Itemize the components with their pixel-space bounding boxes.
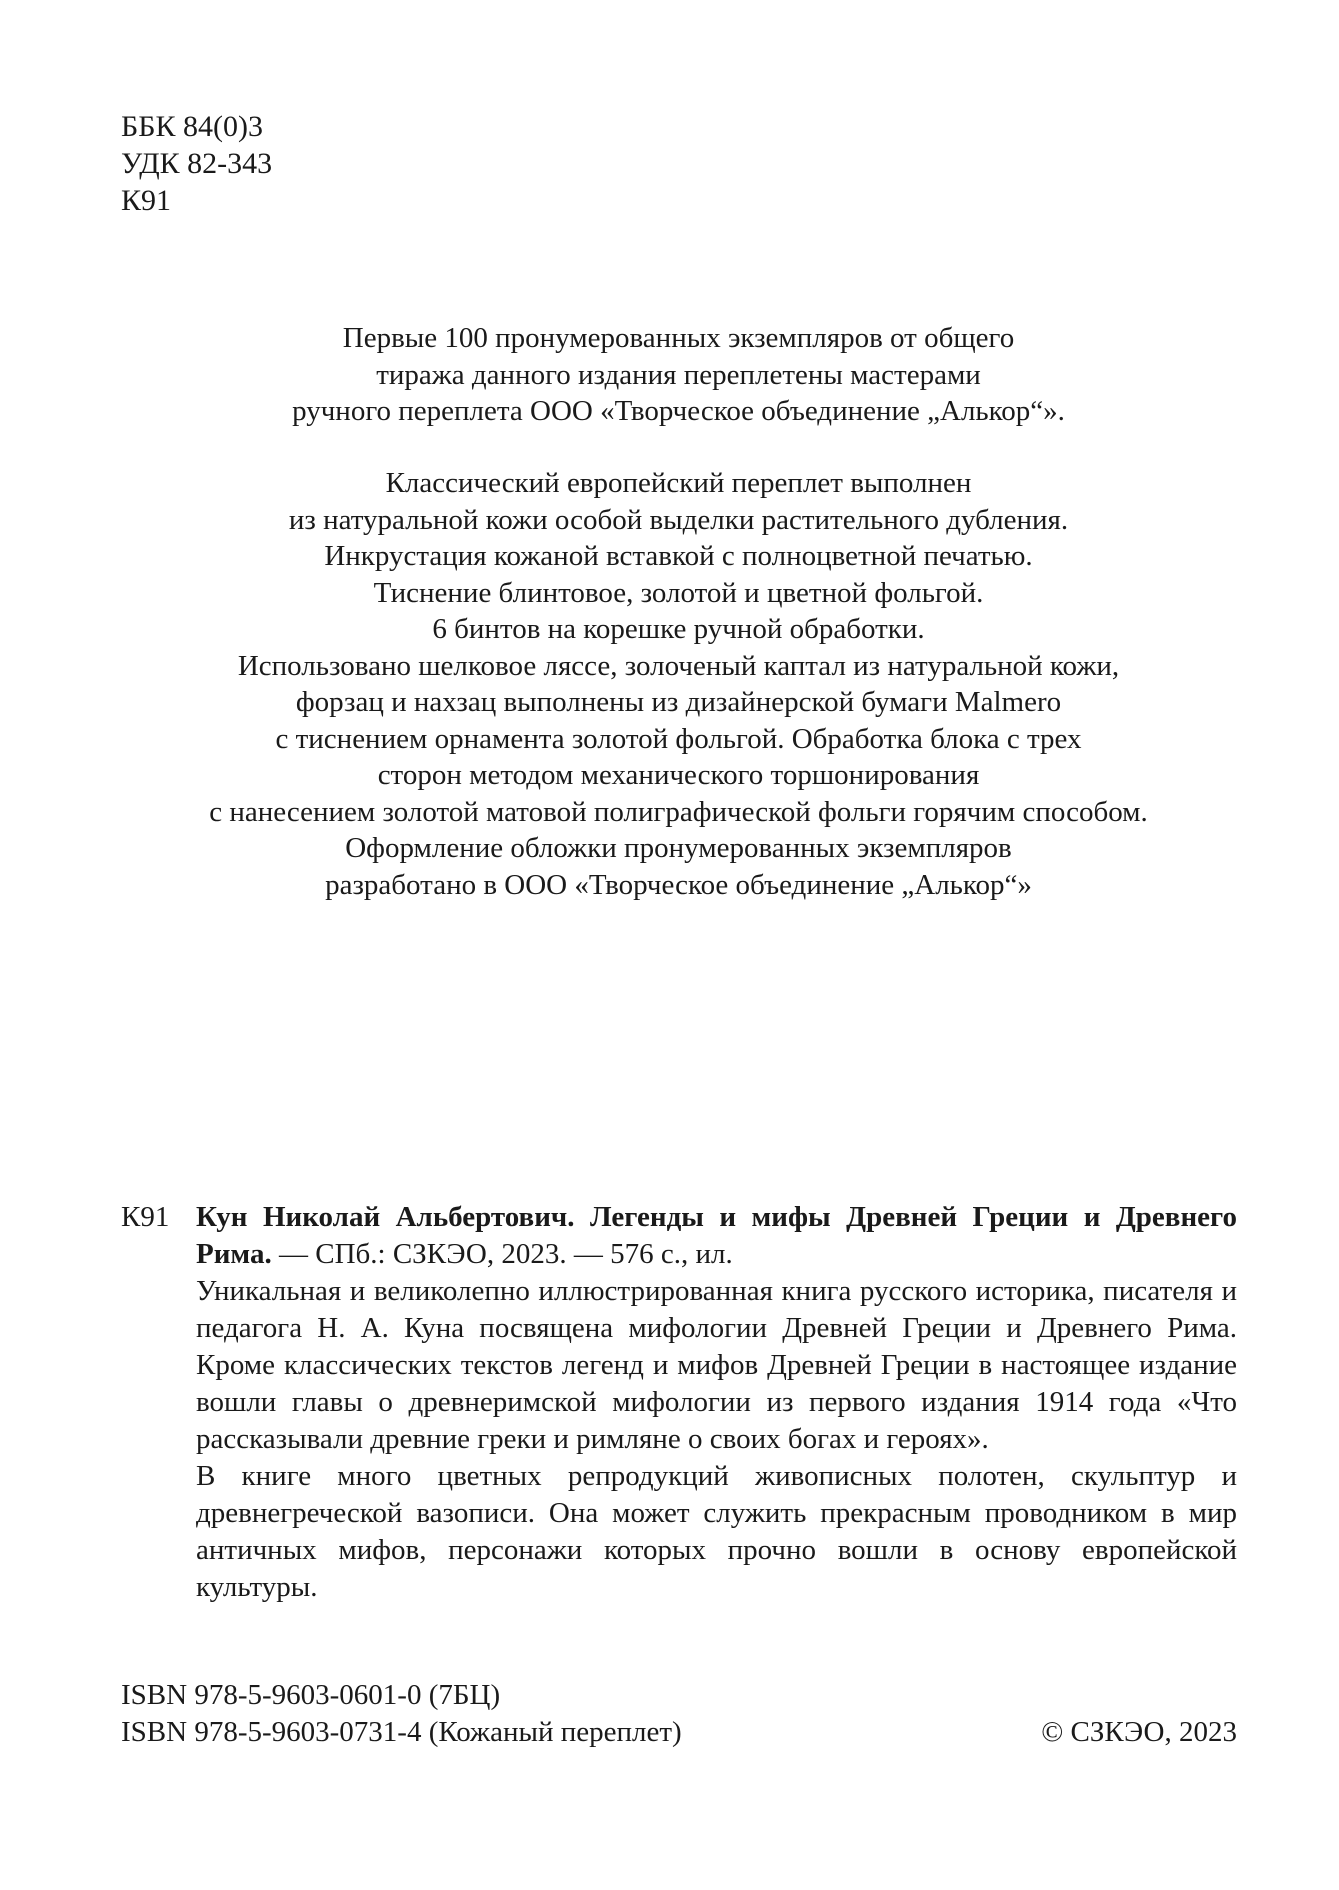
notice-line: тиража данного издания переплетены мастерами xyxy=(376,358,981,391)
author-mark: К91 xyxy=(121,184,172,217)
binding-line: Оформление обложки пронумерованных экземпляров xyxy=(345,832,1012,864)
binding-line: с нанесением золотой матовой полиграфической фольги горячим способом. xyxy=(209,795,1148,828)
binding-line: Классический европейский переплет выполнен xyxy=(385,467,972,499)
record-body xyxy=(196,1199,1237,1606)
binding-line: Использовано шелковое ляссе, золоченый каптал из натуральной кожи, xyxy=(237,649,1120,682)
udk-code: УДК 82-343 xyxy=(121,147,273,180)
notice-line: Первые 100 пронумерованных экземпляров от общего xyxy=(342,322,1015,354)
isbn-line: ISBN 978-5-9603-0731-4 (Кожаный переплет) xyxy=(121,1716,682,1748)
binding-line: Тиснение блинтовое, золотой и цветной фольгой. xyxy=(373,576,984,609)
notice-line: ручного переплета ООО «Творческое объединение „Алькор“». xyxy=(292,395,1065,427)
isbn-line: ISBN 978-5-9603-0601-0 (7БЦ) xyxy=(121,1679,501,1711)
binding-line: с тиснением орнамента золотой фольгой. Обработка блока с трех xyxy=(275,722,1082,755)
binding-line: сторон методом механического торшонирования xyxy=(377,759,980,791)
copyright: © СЗКЭО, 2023 xyxy=(1041,1716,1237,1748)
binding-description xyxy=(121,465,1236,903)
isbn-block xyxy=(121,1677,1237,1751)
binding-line: форзац и нахзац выполнены из дизайнерской бумаги Malmero xyxy=(295,686,1062,718)
annotation-paragraph: В книге много цветных репродукций живописных полотен, скульптур и древнегреческой вазописи. Она может служить прекрасным проводником в мир античных мифов, персонажи которых прочно вошли в основу европейской культуры. xyxy=(196,1460,1237,1603)
numbered-copies-notice xyxy=(121,320,1236,430)
bbk-code: ББК 84(0)3 xyxy=(121,110,263,143)
annotation-paragraph: Уникальная и великолепно иллюстрированная книга русского историка, писателя и педагога Н. А. Куна посвящена мифологии Древней Греции и Древнего Рима. Кроме классических текстов легенд и мифов Древней Греции в настоящее издание вошли главы о древнеримской мифологии из первого издания 1914 года «Что рассказывали древние греки и римляне о своих богах и героях». xyxy=(196,1275,1237,1455)
binding-line: Инкрустация кожаной вставкой с полноцветной печатью. xyxy=(324,540,1033,572)
binding-line: разработано в ООО «Творческое объединение „Алькор“» xyxy=(325,868,1032,901)
record-imprint: — СПб.: СЗКЭО, 2023. — 576 с., ил. xyxy=(271,1238,733,1270)
bibliographic-record xyxy=(121,1199,1237,1606)
binding-line: из натуральной кожи особой выделки растительного дубления. xyxy=(288,503,1069,536)
record-author-mark: К91 xyxy=(121,1201,170,1233)
classification-codes xyxy=(121,108,272,219)
record-title: Кун Николай Альбертович. Легенды и мифы Древней Греции и Древнего Рима. xyxy=(196,1201,1237,1270)
record-title-paragraph xyxy=(196,1199,1237,1273)
isbn-row xyxy=(121,1677,1237,1714)
isbn-row xyxy=(121,1714,1237,1751)
binding-line: 6 бинтов на корешке ручной обработки. xyxy=(432,613,925,645)
